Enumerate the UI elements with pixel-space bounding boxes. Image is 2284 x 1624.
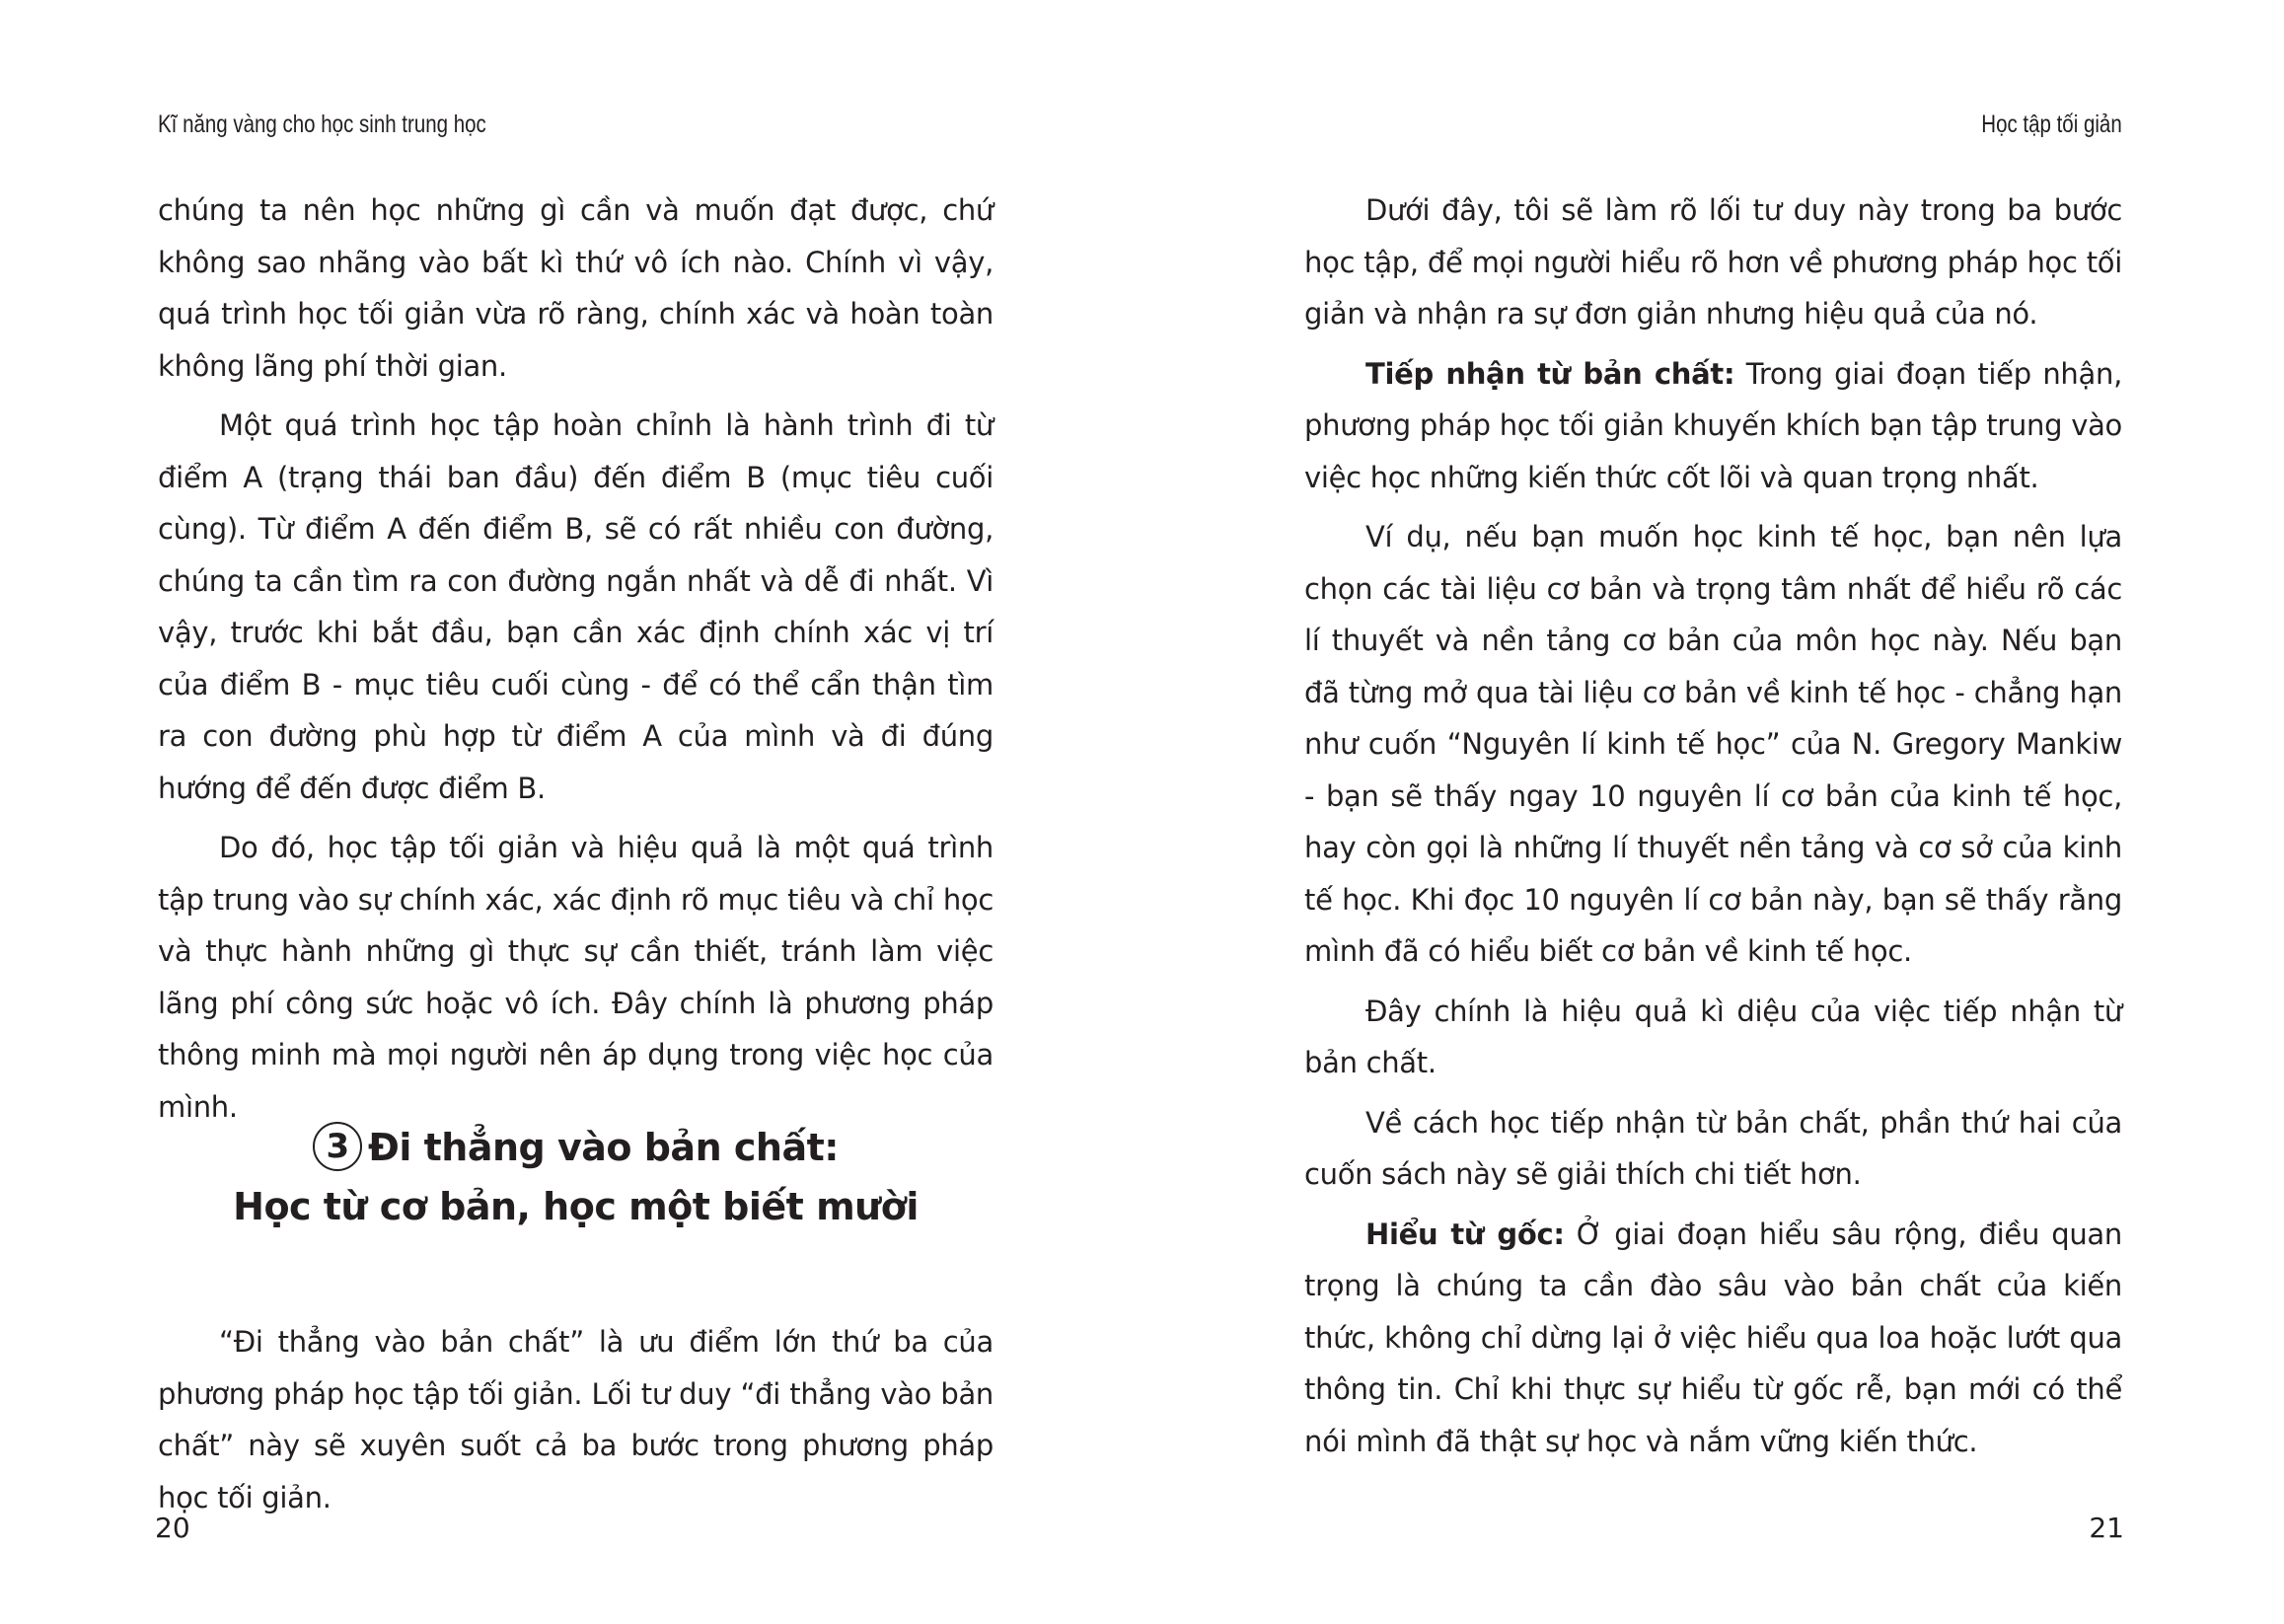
page-number-left: 20 [155,1512,190,1544]
paragraph-journey: Một quá trình học tập hoàn chỉnh là hành trình đi từ điểm A (trạng thái ban đầu) đến điểm B (mục tiêu cuối cùng). Từ điểm A đến điểm B, sẽ có rất nhiều con đường, chúng ta cần tìm ra con đường ngắn nhất và dễ đi nhất. Vì vậy, trước khi bắt đầu, bạn cần xác định chính xác vị trí của điểm B - mục tiêu cuối cùng - để có thể cẩn thận tìm ra con đường phù hợp từ điểm A của mình và đi đúng hướng để đến được điểm B. [158,408,994,805]
left-body-top [158,185,994,1133]
step2-text: Ở giai đoạn hiểu sâu rộng, điều quan trọng là chúng ta cần đào sâu vào bản chất của kiến thức, không chỉ dừng lại ở việc hiểu qua loa hoặc lướt qua thông tin. Chỉ khi thực sự hiểu từ gốc rễ, bạn mới có thể nói mình đã thật sự học và nắm vững kiến thức. [1304,1217,2122,1458]
section-title-line1: Đi thẳng vào bản chất: [368,1126,839,1169]
section-title-line2: Học từ cơ bản, học một biết mười [233,1185,919,1228]
running-head-left: Kĩ năng vàng cho học sinh trung học [158,111,486,138]
step2-lead: Hiểu từ gốc: [1365,1217,1565,1251]
right-page [1142,0,2284,1624]
running-head-right: Học tập tối giản [1981,111,2122,138]
page-number-right: 21 [2089,1512,2124,1544]
paragraph-step1 [1304,348,2122,504]
paragraph-effect: Đây chính là hiệu quả kì diệu của việc tiếp nhận từ bản chất. [1304,994,2122,1079]
paragraph-intro: Dưới đây, tôi sẽ làm rõ lối tư duy này trong ba bước học tập, để mọi người hiểu rõ hơn về phương pháp học tối giản và nhận ra sự đơn giản nhưng hiệu quả của nó. [1304,193,2122,331]
paragraph-continuation: chúng ta nên học những gì cần và muốn đạt được, chứ không sao nhãng vào bất kì thứ vô ích nào. Chính vì vậy, quá trình học tối giản vừa rõ ràng, chính xác và hoàn toàn không lãng phí thời gian. [158,193,994,383]
section-number-badge: 3 [313,1122,362,1171]
paragraph-example: Ví dụ, nếu bạn muốn học kinh tế học, bạn nên lựa chọn các tài liệu cơ bản và trọng tâm nhất để hiểu rõ các lí thuyết và nền tảng cơ bản của môn học này. Nếu bạn đã từng mở qua tài liệu cơ bản về kinh tế học - chẳng hạn như cuốn “Nguyên lí kinh tế học” của N. Gregory Mankiw - bạn sẽ thấy ngay 10 nguyên lí cơ bản của kinh tế học, hay còn gọi là những lí thuyết nền tảng và cơ sở của kinh tế học. Khi đọc 10 nguyên lí cơ bản này, bạn sẽ thấy rằng mình đã có hiểu biết cơ bản về kinh tế học. [1304,520,2122,968]
step1-lead: Tiếp nhận từ bản chất: [1365,356,1735,391]
paragraph-more: Về cách học tiếp nhận từ bản chất, phần thứ hai của cuốn sách này sẽ giải thích chi tiết hơn. [1304,1105,2122,1191]
paragraph-conclusion: Do đó, học tập tối giản và hiệu quả là một quá trình tập trung vào sự chính xác, xác định rõ mục tiêu và chỉ học và thực hành những gì thực sự cần thiết, tránh làm việc lãng phí công sức hoặc vô ích. Đây chính là phương pháp thông minh mà mọi người nên áp dụng trong việc học của mình. [158,831,994,1124]
step1-text: Trong giai đoạn tiếp nhận, phương pháp học tối giản khuyến khích bạn tập trung vào việc học những kiến thức cốt lõi và quan trọng nhất. [1304,356,2122,494]
section-heading [158,1118,994,1236]
paragraph-step2 [1304,1209,2122,1468]
right-body [1304,185,2122,1467]
paragraph-essence-intro: “Đi thẳng vào bản chất” là ưu điểm lớn thứ ba của phương pháp học tập tối giản. Lối tư duy “đi thẳng vào bản chất” này sẽ xuyên suốt cả ba bước trong phương pháp học tối giản. [158,1325,994,1514]
left-body-bottom [158,1316,994,1523]
section-heading-line1 [158,1118,994,1177]
